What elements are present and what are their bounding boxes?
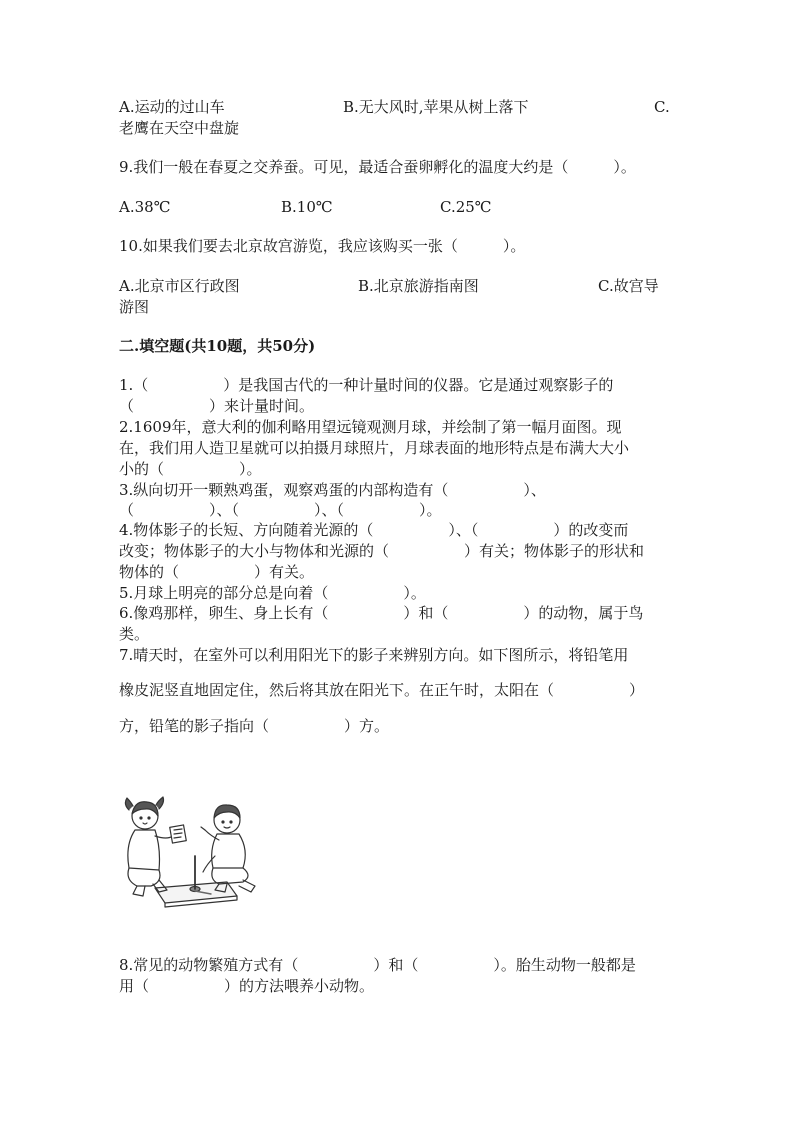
option-a: A.运动的过山车	[119, 98, 225, 116]
fill-q7-line1: 7.晴天时，在室外可以利用阳光下的影子来辨别方向。如下图所示，将铅笔用	[119, 646, 629, 664]
q10-option-b: B.北京旅游指南图	[358, 277, 479, 295]
fill-q4-line2: 改变；物体影子的大小与物体和光源的（ ）有关；物体影子的形状和	[119, 542, 645, 560]
section-2-title: 二.填空题(共10题，共50分)	[119, 337, 316, 355]
fill-q4-line3: 物体的（ ）有关。	[119, 563, 315, 581]
fill-q2-line1: 2.1609年，意大利的伽利略用望远镜观测月球，并绘制了第一幅月面图。现	[119, 418, 622, 436]
fill-q2-line2: 在，我们用人造卫星就可以拍摄月球照片，月球表面的地形特点是布满大大小	[119, 439, 630, 457]
q10-option-c-tail: 游图	[119, 298, 150, 316]
fill-q8-line1: 8.常见的动物繁殖方式有（ ）和（ ）。胎生动物一般都是	[119, 956, 636, 974]
fill-q6-line2: 类。	[119, 625, 150, 643]
q9-option-b: B.10℃	[281, 198, 333, 216]
fill-q7-line3: 方，铅笔的影子指向（ ）方。	[119, 717, 390, 735]
fill-q1-line1: 1.（ ）是我国古代的一种计量时间的仪器。它是通过观察影子的	[119, 376, 614, 394]
fill-q3-line2: （ ）、（ ）、（ ）。	[119, 501, 442, 519]
fill-q6-line1: 6.像鸡那样，卵生、身上长有（ ）和（ ）的动物，属于鸟	[119, 604, 644, 622]
fill-q8-line2: 用（ ）的方法喂养小动物。	[119, 977, 375, 995]
option-c-head: C.	[654, 98, 670, 116]
fill-q2-line3: 小的（ ）。	[119, 460, 262, 478]
children-shadow-illustration	[115, 790, 265, 915]
fill-q3-line1: 3.纵向切开一颗熟鸡蛋，观察鸡蛋的内部构造有（ ）、	[119, 481, 546, 499]
q10-option-a: A.北京市区行政图	[119, 277, 240, 295]
question-10-stem: 10.如果我们要去北京故宫游览，我应该购买一张（ ）。	[119, 237, 526, 255]
q9-option-c: C.25℃	[440, 198, 492, 216]
fill-q1-line2: （ ）来计量时间。	[119, 397, 315, 415]
fill-q5: 5.月球上明亮的部分总是向着（ ）。	[119, 584, 426, 602]
q10-option-c-head: C.故宫导	[598, 277, 659, 295]
fill-q4-line1: 4.物体影子的长短、方向随着光源的（ ）、（ ）的改变而	[119, 521, 629, 539]
option-b: B.无大风时,苹果从树上落下	[343, 98, 529, 116]
option-c-tail: 老鹰在天空中盘旋	[119, 119, 240, 137]
question-9-stem: 9.我们一般在春夏之交养蚕。可见，最适合蚕卵孵化的温度大约是（ ）。	[119, 158, 636, 176]
fill-q7-line2: 橡皮泥竖直地固定住，然后将其放在阳光下。在正午时，太阳在（ ）	[119, 681, 645, 699]
q9-option-a: A.38℃	[119, 198, 171, 216]
